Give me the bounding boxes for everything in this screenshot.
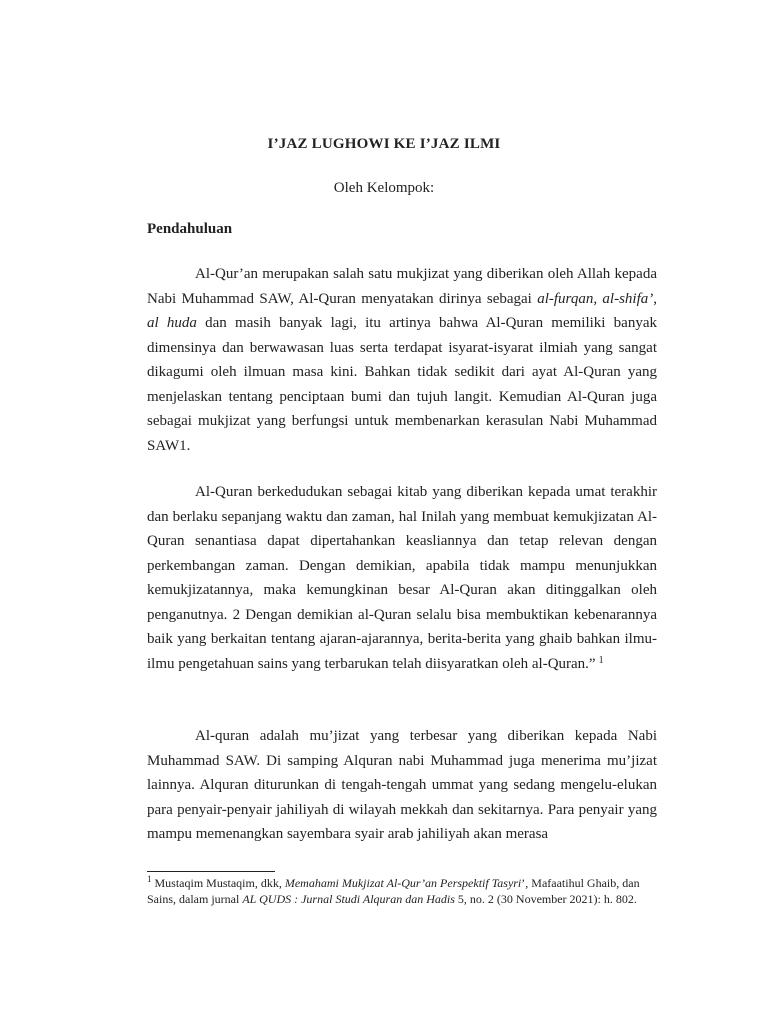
paragraph-text: , [653, 290, 657, 307]
paragraph-text: Al-Quran berkedudukan sebagai kitab yang diberikan kepada umat terakhir dan berlaku sepanjang waktu dan zaman, hal Inilah yang membuat kemukjizatan Al-Quran senantiasa dapat dipertahankan keasliannya dan tetap relevan dengan perkembangan zaman. Dengan demikian, apabila tidak mampu menunjukkan kemukjizatannya, maka kemungkinan besar Al-Quran akan ditinggalkan oleh penganutnya. 2 Dengan demikian al-Quran selalu bisa membuktikan kebenarannya baik yang berkaitan tentang ajaran-ajarannya, berita-berita yang ghaib bahkan ilmu-ilmu pengetahuan sains yang terbarukan telah diisyaratkan oleh al-Quran.” [147, 484, 657, 672]
footnote-text: Mustaqim Mustaqim, dkk, [151, 876, 285, 890]
footnote-italic-journal: AL QUDS : Jurnal Studi Alquran dan Hadis [242, 891, 455, 906]
author-line: Oleh Kelompok: [333, 180, 435, 196]
paragraph-text: dan masih banyak lagi, itu artinya bahwa Al-Quran memiliki banyak dimensinya dan berwawasan luas serta terdapat isyarat-isyarat ilmiah yang sangat dikagumi oleh ilmuan masa kini. Bahkan tidak sedikit dari ayat Al-Quran yang menjelaskan tentang penciptaan bumi dan tujuh langit. Kemudian Al-Quran juga sebagai mukjizat yang berfungsi untuk membenarkan kerasulan Nabi Muhammad SAW1. [147, 315, 657, 454]
footnote-italic-title: Memahami Mukjizat Al-Qur’an Perspektif Tasyri [284, 876, 522, 890]
paragraph-3 [147, 724, 657, 871]
italic-term: al-furqan, al-shifa’ [537, 290, 654, 307]
section-heading: Pendahuluan [147, 221, 233, 237]
paragraph-1 [147, 262, 657, 482]
paragraph-text: Al-Qur’an merupakan salah satu mukjizat yang diberikan oleh Allah kepada Nabi Muhammad SAW, Al-Quran menyatakan dirinya sebagai [147, 266, 657, 307]
document-title: I’JAZ LUGHOWI KE I’JAZ ILMI [267, 136, 501, 152]
footnote-text: 5, no. 2 (30 November 2021): h. 802. [454, 891, 637, 906]
footnote-mark: 1 [147, 874, 152, 884]
footnote [147, 876, 657, 907]
footnote-divider [147, 871, 275, 872]
footnote-text: ’, Mafaatihul Ghaib, dan Sains, dalam jurnal [147, 876, 640, 906]
paragraph-text: Al-quran adalah mu’jizat yang terbesar yang diberikan kepada Nabi Muhammad SAW. Di samping Alquran nabi Muhammad juga menerima mu’jizat lainnya. Alquran diturunkan di tengah-tengah ummat yang sedang mengelu-elukan para penyair-penyair jahiliyah di wilayah mekkah dan sekitarnya. Para penyair yang mampu memenangkan sayembara syair arab jahiliyah akan merasa [147, 728, 657, 842]
paragraph-2 [147, 480, 657, 700]
footnote-reference[interactable]: 1 [598, 654, 604, 666]
italic-term: al huda [147, 315, 197, 331]
